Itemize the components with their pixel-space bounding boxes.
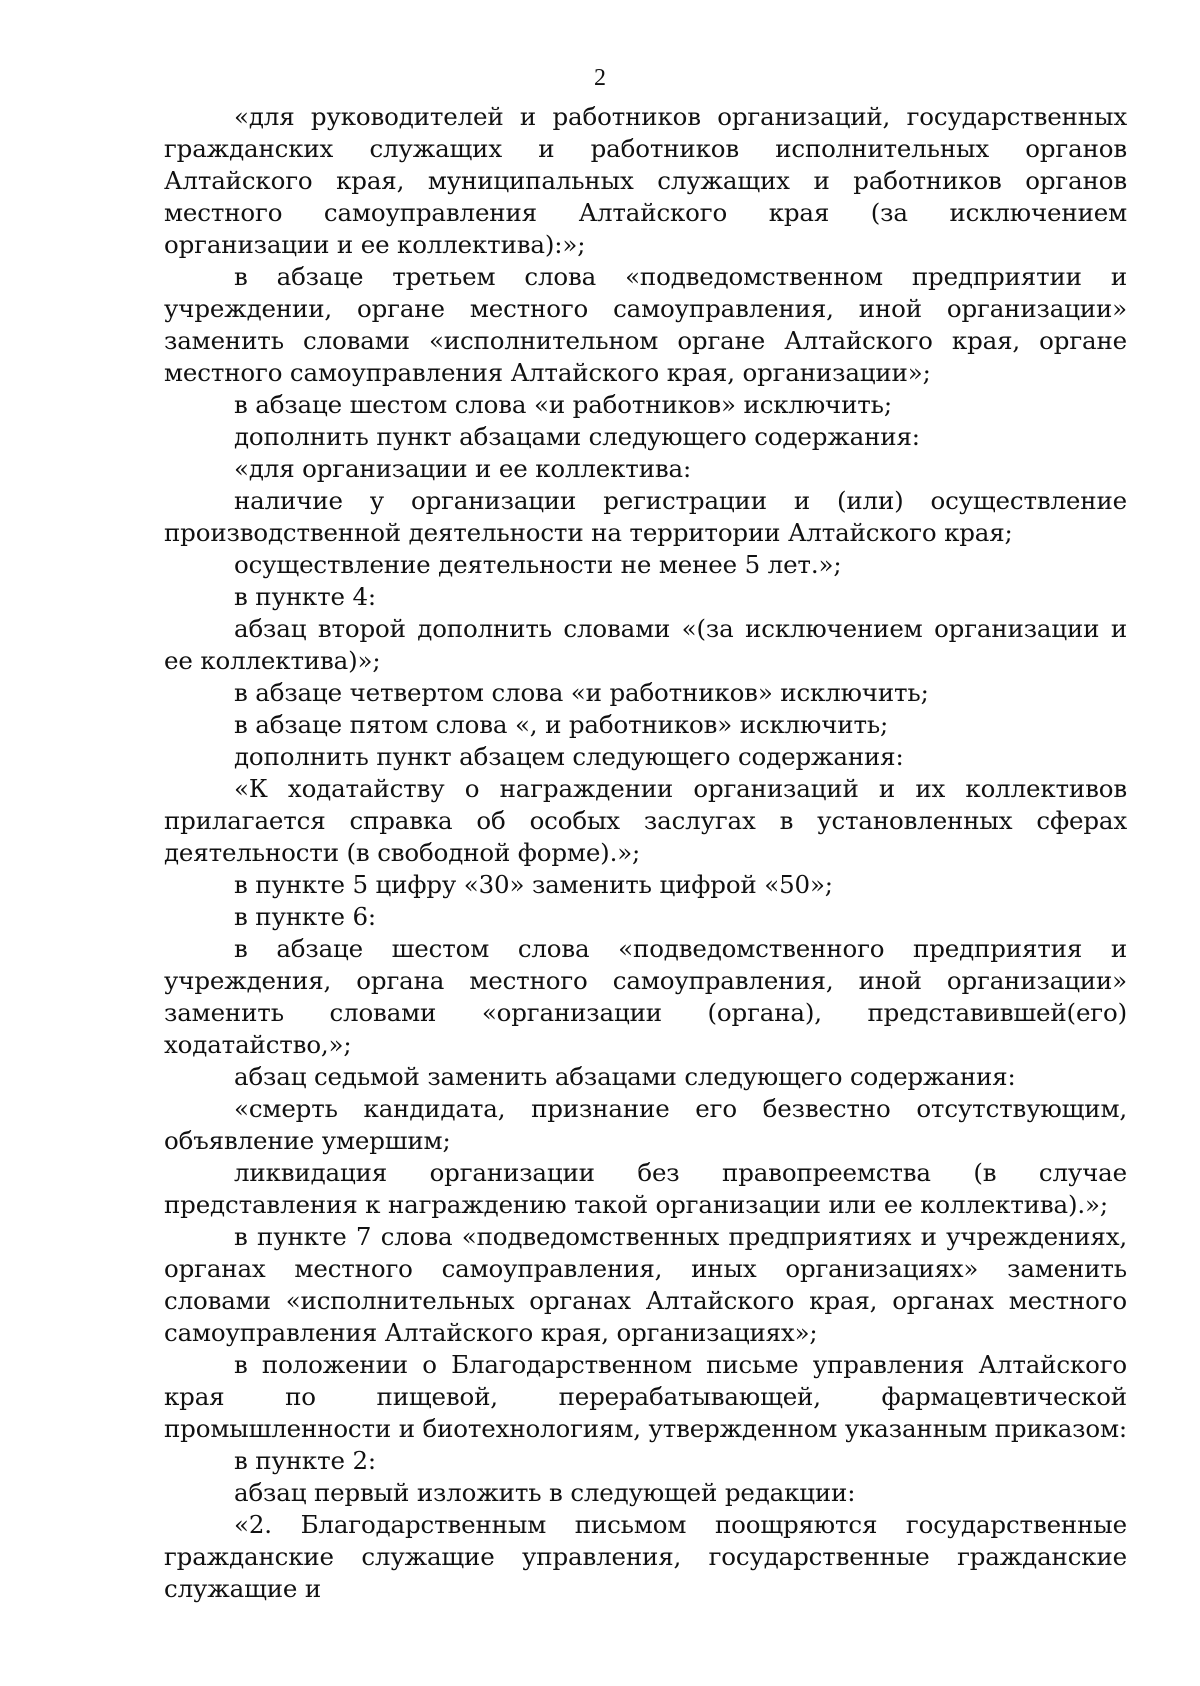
paragraph: «для организации и ее коллектива: <box>234 454 692 483</box>
paragraph: в пункте 5 цифру «30» заменить цифрой «50»; <box>234 870 833 899</box>
document-body <box>164 101 1127 1605</box>
paragraph: в абзаце пятом слова «, и работников» исключить; <box>234 710 889 739</box>
paragraph: наличие у организации регистрации и (или) осуществление производственной деятельности на территории Алтайского края; <box>164 486 1127 547</box>
paragraph: в пункте 4: <box>234 582 377 611</box>
paragraph: «для руководителей и работников организаций, государственных гражданских служащих и работников исполнительных органов Алтайского края, муниципальных служащих и работников органов местного самоуправления Алтайского края (за исключением организации и ее коллектива):»; <box>164 102 1127 259</box>
paragraph: осуществление деятельности не менее 5 лет.»; <box>234 550 842 579</box>
paragraph: абзац второй дополнить словами «(за исключением организации и ее коллектива)»; <box>164 614 1127 675</box>
paragraph: ликвидация организации без правопреемства (в случае представления к награждению такой организации или ее коллектива).»; <box>164 1158 1127 1219</box>
paragraph: в пункте 6: <box>234 902 377 931</box>
paragraph: «К ходатайству о награждении организаций и их коллективов прилагается справка об особых заслугах в установленных сферах деятельности (в свободной форме).»; <box>164 774 1127 867</box>
paragraph: в пункте 7 слова «подведомственных предприятиях и учреждениях, органах местного самоуправления, иных организациях» заменить словами «исполнительных органах Алтайского края, органах местного самоуправления Алтайского края, организациях»; <box>164 1222 1127 1347</box>
page-number: 2 <box>594 65 606 91</box>
paragraph: «2. Благодарственным письмом поощряются государственные гражданские служащие управления, государственные гражданские служащие и <box>164 1510 1127 1603</box>
paragraph: абзац первый изложить в следующей редакции: <box>234 1478 856 1507</box>
paragraph: в абзаце шестом слова «и работников» исключить; <box>234 390 892 419</box>
paragraph: в пункте 2: <box>234 1446 377 1475</box>
paragraph: в абзаце третьем слова «подведомственном предприятии и учреждении, органе местного самоуправления, иной организации» заменить словами «исполнительном органе Алтайского края, органе местного самоуправления Алтайского края, организации»; <box>164 262 1127 387</box>
paragraph: абзац седьмой заменить абзацами следующего содержания: <box>234 1062 1016 1091</box>
paragraph: «смерть кандидата, признание его безвестно отсутствующим, объявление умершим; <box>164 1094 1127 1155</box>
paragraph: в положении о Благодарственном письме управления Алтайского края по пищевой, перерабатывающей, фармацевтической промышленности и биотехнологиям, утвержденном указанным приказом: <box>164 1350 1127 1443</box>
paragraph: дополнить пункт абзацем следующего содержания: <box>234 742 904 771</box>
paragraph: дополнить пункт абзацами следующего содержания: <box>234 422 920 451</box>
paragraph: в абзаце шестом слова «подведомственного предприятия и учреждения, органа местного самоуправления, иной организации» заменить словами «организации (органа), представившей(его) ходатайство,»; <box>164 934 1127 1059</box>
paragraph: в абзаце четвертом слова «и работников» исключить; <box>234 678 929 707</box>
